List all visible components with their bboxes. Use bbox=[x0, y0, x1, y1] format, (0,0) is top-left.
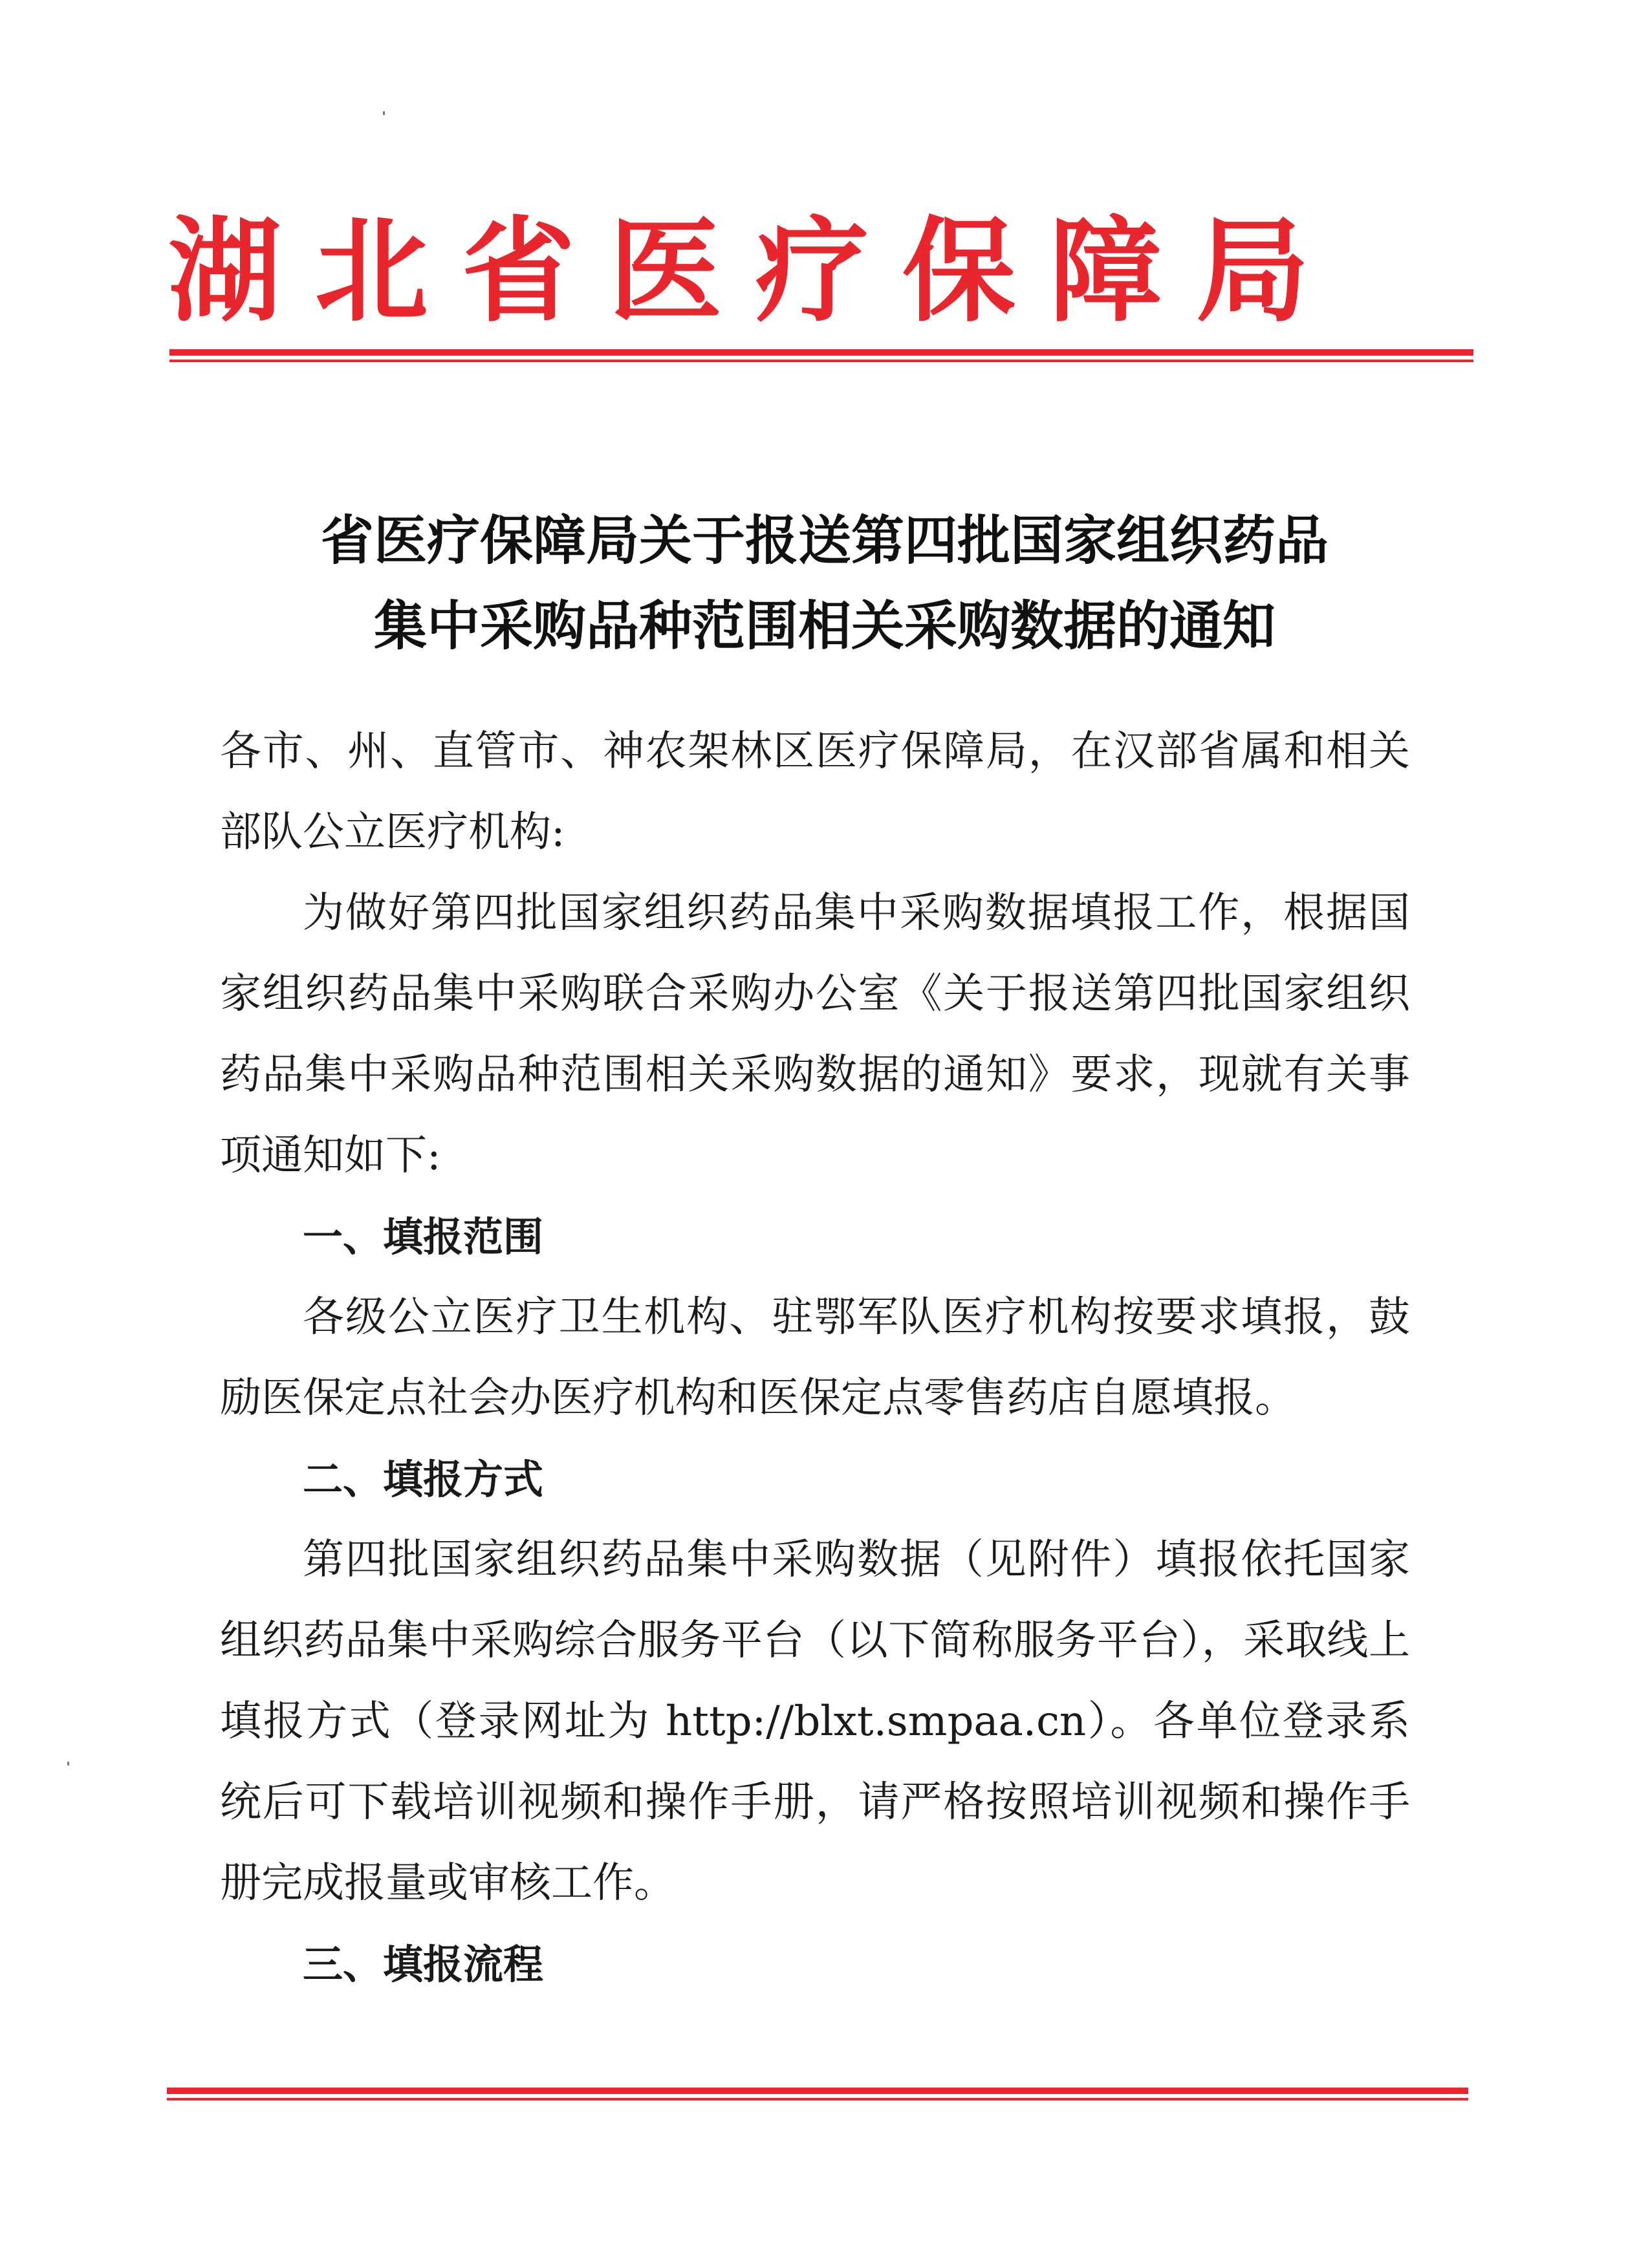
masthead-rule-thin bbox=[169, 360, 1473, 362]
masthead-rule-thick bbox=[169, 349, 1473, 356]
masthead-title: 湖北省医疗保障局 bbox=[168, 205, 1343, 338]
scan-speck bbox=[383, 111, 385, 115]
document-title bbox=[194, 498, 1455, 669]
footer-rule-thin bbox=[167, 2098, 1468, 2101]
section-heading-process: 三、填报流程 bbox=[303, 1941, 544, 1988]
document-body bbox=[220, 711, 1410, 2005]
section-text-scope: 各级公立医疗卫生机构、驻鄂军队医疗机构按要求填报，鼓励医保定点社会办医疗机构和医保定点零售药店自愿填报。 bbox=[220, 1293, 1410, 1422]
document-title-line-1: 省医疗保障局关于报送第四批国家组织药品 bbox=[320, 510, 1329, 572]
section-heading-method: 二、填报方式 bbox=[303, 1456, 544, 1503]
section-heading-scope: 一、填报范围 bbox=[303, 1213, 544, 1260]
intro-paragraph: 为做好第四批国家组织药品集中采购数据填报工作，根据国家组织药品集中采购联合采购办公室《关于报送第四批国家组织药品集中采购品种范围相关采购数据的通知》要求，现就有关事项通知如下: bbox=[220, 889, 1410, 1180]
footer-rule-thick bbox=[167, 2088, 1468, 2094]
section-text-method: 第四批国家组织药品集中采购数据（见附件）填报依托国家组织药品集中采购综合服务平台（以下简称服务平台），采取线上填报方式（登录网址为 http://blxt.smpaa.cn）。各单位登录系统后可下载培训视频和操作手册，请严格按照培训视频和操作手册完成报量或审核工作。 bbox=[220, 1536, 1410, 1907]
scan-speck bbox=[67, 1762, 69, 1766]
addressee: 各市、州、直管市、神农架林区医疗保障局，在汉部省属和相关部队公立医疗机构: bbox=[220, 728, 1410, 856]
document-title-line-2: 集中采购品种范围相关采购数据的通知 bbox=[373, 595, 1275, 657]
